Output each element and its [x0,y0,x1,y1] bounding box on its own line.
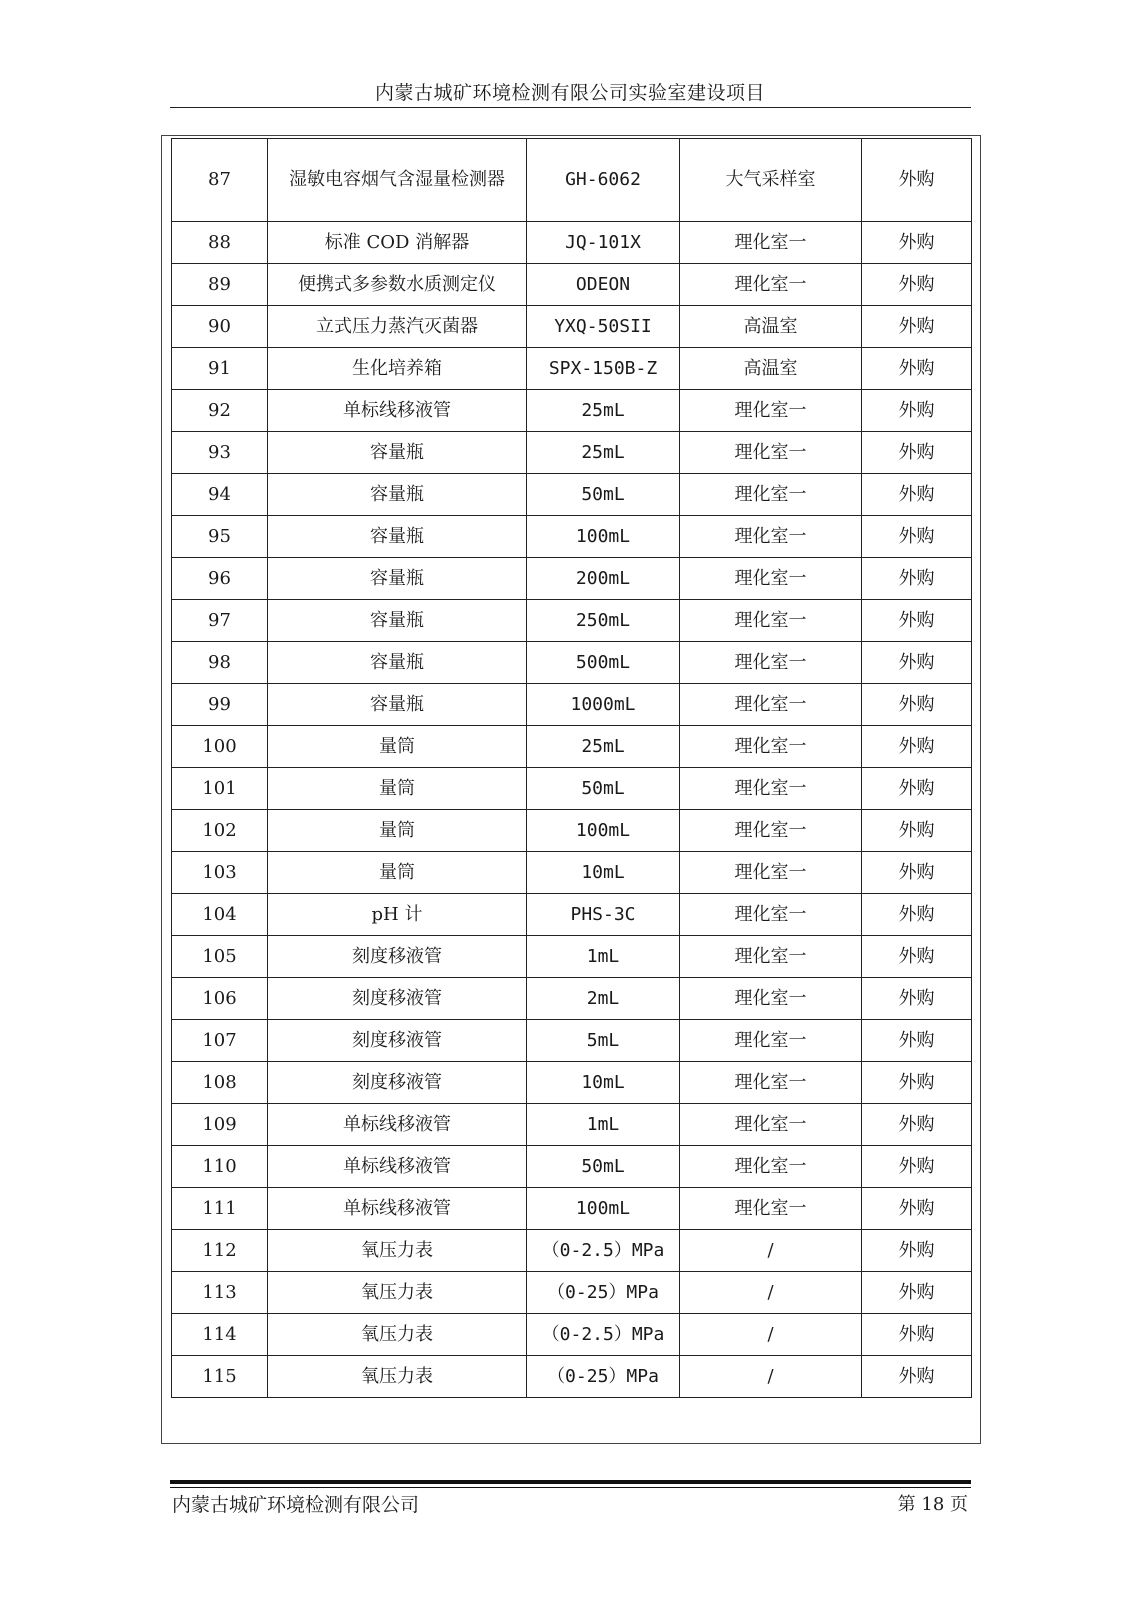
cell-number: 114 [172,1314,268,1356]
cell-location: 理化室一 [680,810,862,852]
cell-location: 理化室一 [680,936,862,978]
table-row [172,936,972,978]
cell-location: 理化室一 [680,768,862,810]
table-row [172,390,972,432]
cell-source: 外购 [862,1146,972,1188]
cell-model-spec: PHS-3C [527,894,680,936]
cell-source: 外购 [862,264,972,306]
cell-model-spec: 10mL [527,1062,680,1104]
cell-location: 理化室一 [680,264,862,306]
cell-source: 外购 [862,474,972,516]
cell-location: 高温室 [680,348,862,390]
cell-equipment-name: pH 计 [268,894,527,936]
cell-location: 理化室一 [680,1104,862,1146]
cell-equipment-name: 量筒 [268,852,527,894]
table-row [172,978,972,1020]
table-row [172,474,972,516]
cell-model-spec: 25mL [527,432,680,474]
cell-number: 95 [172,516,268,558]
table-row [172,684,972,726]
table-row [172,1104,972,1146]
cell-equipment-name: 容量瓶 [268,558,527,600]
cell-location: 理化室一 [680,516,862,558]
cell-number: 108 [172,1062,268,1104]
cell-number: 115 [172,1356,268,1398]
cell-location: 理化室一 [680,222,862,264]
cell-number: 102 [172,810,268,852]
cell-source: 外购 [862,1188,972,1230]
cell-model-spec: （0-25）MPa [527,1356,680,1398]
cell-location: 理化室一 [680,600,862,642]
cell-model-spec: 50mL [527,768,680,810]
cell-location: 理化室一 [680,684,862,726]
cell-model-spec: 10mL [527,852,680,894]
cell-location: / [680,1356,862,1398]
cell-source: 外购 [862,139,972,222]
table-row [172,1314,972,1356]
cell-number: 89 [172,264,268,306]
table-row [172,768,972,810]
cell-equipment-name: 量筒 [268,810,527,852]
cell-number: 109 [172,1104,268,1146]
cell-number: 92 [172,390,268,432]
cell-source: 外购 [862,1020,972,1062]
cell-model-spec: （0-2.5）MPa [527,1230,680,1272]
table-row [172,726,972,768]
header-divider [170,107,971,108]
table-row [172,348,972,390]
cell-model-spec: 1mL [527,936,680,978]
cell-model-spec: （0-2.5）MPa [527,1314,680,1356]
cell-model-spec: 500mL [527,642,680,684]
table-row [172,852,972,894]
cell-source: 外购 [862,978,972,1020]
cell-model-spec: 250mL [527,600,680,642]
footer-company-name: 内蒙古城矿环境检测有限公司 [172,1494,420,1516]
cell-source: 外购 [862,1272,972,1314]
cell-location: / [680,1230,862,1272]
cell-number: 93 [172,432,268,474]
cell-location: 高温室 [680,306,862,348]
table-row [172,1188,972,1230]
cell-source: 外购 [862,222,972,264]
cell-number: 91 [172,348,268,390]
cell-source: 外购 [862,558,972,600]
cell-source: 外购 [862,1062,972,1104]
cell-equipment-name: 刻度移液管 [268,1020,527,1062]
cell-number: 98 [172,642,268,684]
cell-equipment-name: 量筒 [268,726,527,768]
cell-source: 外购 [862,1314,972,1356]
cell-source: 外购 [862,1104,972,1146]
cell-model-spec: JQ-101X [527,222,680,264]
cell-equipment-name: 单标线移液管 [268,1104,527,1146]
cell-number: 113 [172,1272,268,1314]
cell-model-spec: 100mL [527,1188,680,1230]
cell-number: 100 [172,726,268,768]
table-row [172,810,972,852]
table-row [172,1230,972,1272]
cell-number: 88 [172,222,268,264]
cell-equipment-name: 刻度移液管 [268,978,527,1020]
cell-source: 外购 [862,810,972,852]
cell-model-spec: SPX-150B-Z [527,348,680,390]
cell-source: 外购 [862,726,972,768]
cell-equipment-name: 容量瓶 [268,642,527,684]
cell-model-spec: 200mL [527,558,680,600]
table-row [172,516,972,558]
cell-number: 112 [172,1230,268,1272]
cell-model-spec: 25mL [527,726,680,768]
cell-location: 理化室一 [680,726,862,768]
page-number: 第 18 页 [897,1494,968,1515]
cell-model-spec: 2mL [527,978,680,1020]
cell-number: 110 [172,1146,268,1188]
cell-location: 大气采样室 [680,139,862,222]
cell-model-spec: 25mL [527,390,680,432]
cell-number: 111 [172,1188,268,1230]
footer-divider-thin [170,1487,971,1488]
cell-source: 外购 [862,516,972,558]
cell-equipment-name: 湿敏电容烟气含湿量检测器 [268,139,527,222]
cell-equipment-name: 立式压力蒸汽灭菌器 [268,306,527,348]
cell-model-spec: ODEON [527,264,680,306]
cell-equipment-name: 标准 COD 消解器 [268,222,527,264]
cell-location: / [680,1272,862,1314]
cell-source: 外购 [862,390,972,432]
cell-equipment-name: 单标线移液管 [268,1146,527,1188]
cell-location: 理化室一 [680,474,862,516]
cell-source: 外购 [862,306,972,348]
cell-equipment-name: 氧压力表 [268,1230,527,1272]
cell-equipment-name: 氧压力表 [268,1272,527,1314]
cell-equipment-name: 容量瓶 [268,432,527,474]
cell-equipment-name: 刻度移液管 [268,1062,527,1104]
cell-model-spec: 1000mL [527,684,680,726]
cell-equipment-name: 氧压力表 [268,1356,527,1398]
cell-source: 外购 [862,432,972,474]
cell-location: 理化室一 [680,1020,862,1062]
table-row [172,1020,972,1062]
cell-equipment-name: 单标线移液管 [268,1188,527,1230]
table-row [172,306,972,348]
cell-equipment-name: 容量瓶 [268,516,527,558]
table-row [172,1356,972,1398]
cell-number: 99 [172,684,268,726]
equipment-table-body [172,139,972,1398]
table-row [172,1272,972,1314]
cell-source: 外购 [862,1356,972,1398]
cell-number: 106 [172,978,268,1020]
cell-equipment-name: 便携式多参数水质测定仪 [268,264,527,306]
cell-number: 107 [172,1020,268,1062]
cell-equipment-name: 氧压力表 [268,1314,527,1356]
cell-number: 96 [172,558,268,600]
cell-model-spec: YXQ-50SII [527,306,680,348]
cell-source: 外购 [862,894,972,936]
cell-equipment-name: 刻度移液管 [268,936,527,978]
table-row [172,432,972,474]
cell-location: 理化室一 [680,894,862,936]
table-row [172,264,972,306]
cell-equipment-name: 生化培养箱 [268,348,527,390]
cell-model-spec: （0-25）MPa [527,1272,680,1314]
table-row [172,642,972,684]
cell-location: 理化室一 [680,390,862,432]
cell-location: 理化室一 [680,978,862,1020]
cell-source: 外购 [862,642,972,684]
cell-source: 外购 [862,936,972,978]
cell-source: 外购 [862,768,972,810]
table-row [172,600,972,642]
equipment-table [171,138,972,1398]
cell-location: 理化室一 [680,1146,862,1188]
cell-model-spec: 50mL [527,474,680,516]
cell-equipment-name: 容量瓶 [268,474,527,516]
table-row [172,1062,972,1104]
cell-model-spec: 50mL [527,1146,680,1188]
cell-location: 理化室一 [680,558,862,600]
cell-equipment-name: 容量瓶 [268,684,527,726]
cell-model-spec: 1mL [527,1104,680,1146]
cell-location: 理化室一 [680,1062,862,1104]
cell-number: 104 [172,894,268,936]
cell-source: 外购 [862,1230,972,1272]
table-row [172,558,972,600]
table-row [172,1146,972,1188]
cell-number: 90 [172,306,268,348]
table-row [172,139,972,222]
page-header-title: 内蒙古城矿环境检测有限公司实验室建设项目 [374,82,765,104]
cell-source: 外购 [862,600,972,642]
cell-model-spec: 5mL [527,1020,680,1062]
cell-location: 理化室一 [680,432,862,474]
cell-equipment-name: 容量瓶 [268,600,527,642]
cell-number: 97 [172,600,268,642]
footer-divider-thick [170,1480,971,1484]
cell-source: 外购 [862,852,972,894]
cell-location: / [680,1314,862,1356]
cell-number: 87 [172,139,268,222]
table-row [172,894,972,936]
table-row [172,222,972,264]
cell-equipment-name: 单标线移液管 [268,390,527,432]
cell-number: 105 [172,936,268,978]
cell-source: 外购 [862,348,972,390]
cell-model-spec: 100mL [527,516,680,558]
cell-number: 101 [172,768,268,810]
cell-number: 103 [172,852,268,894]
cell-source: 外购 [862,684,972,726]
cell-model-spec: GH-6062 [527,139,680,222]
cell-location: 理化室一 [680,1188,862,1230]
cell-model-spec: 100mL [527,810,680,852]
cell-location: 理化室一 [680,852,862,894]
cell-number: 94 [172,474,268,516]
cell-location: 理化室一 [680,642,862,684]
cell-equipment-name: 量筒 [268,768,527,810]
